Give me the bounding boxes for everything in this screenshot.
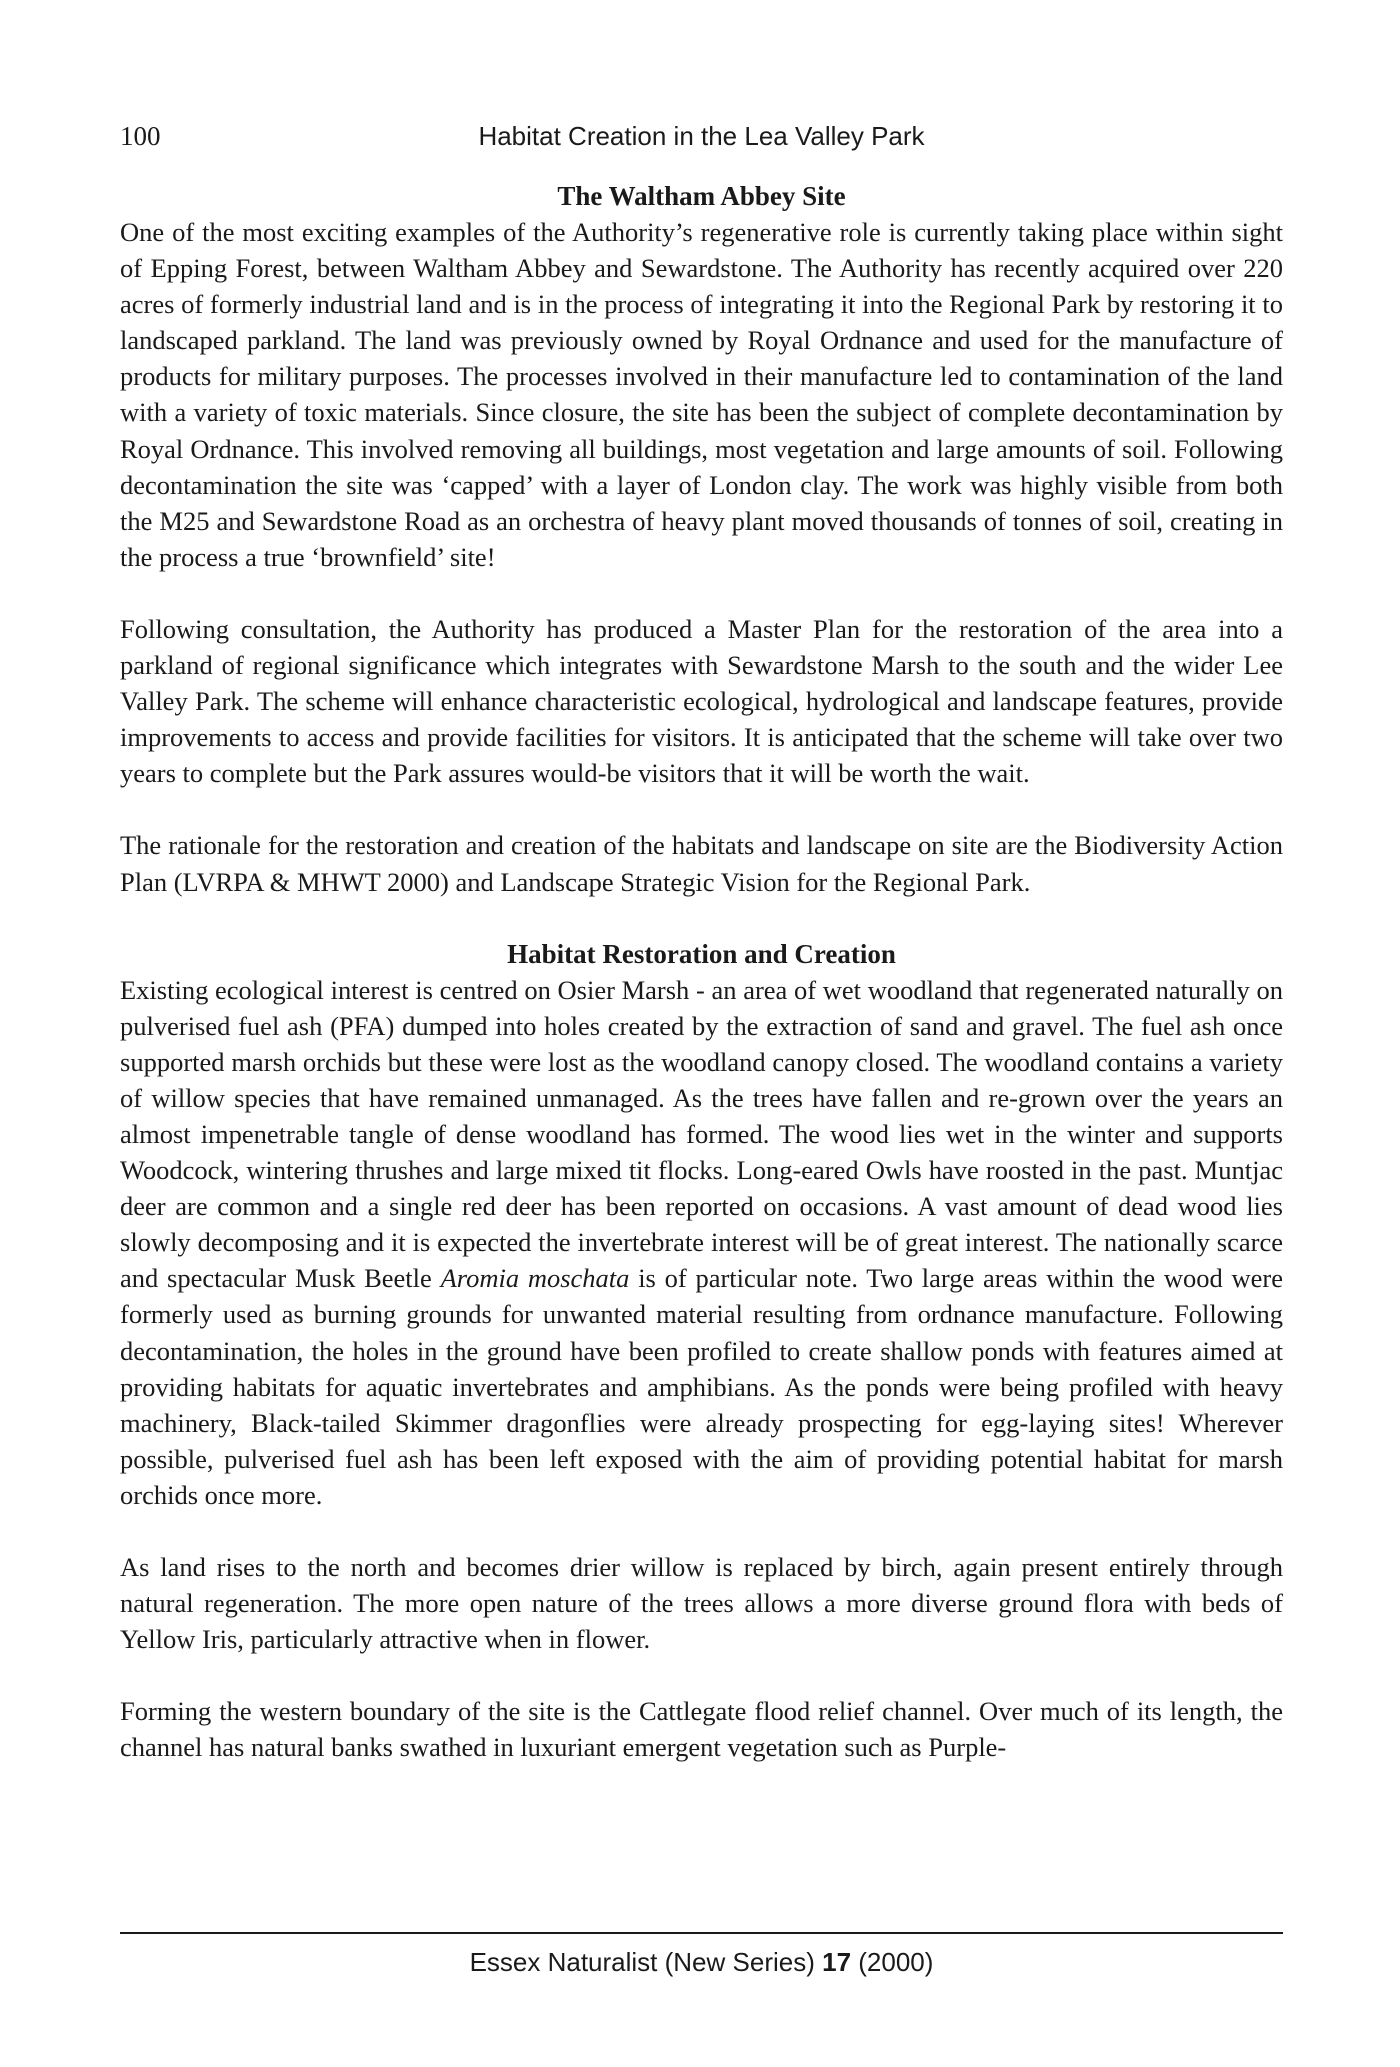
species-name: Aromia moschata — [440, 1263, 630, 1294]
running-title: Habitat Creation in the Lea Valley Park — [478, 121, 925, 151]
paragraph-birch-woodland: As land rises to the north and becomes drier willow is replaced by birch, again present entirely through natural regeneration. The more open nature of the trees allows a more diverse ground flora with beds of Yellow Iris, particularly attractive when in flower. — [120, 1552, 1283, 1655]
osier-marsh-text-start: Existing ecological interest is centred on Osier Marsh - an area of wet woodland that regenerated naturally on pulverised fuel ash (PFA) dumped into holes created by the extraction of sand and gravel. The fuel ash once supported marsh orchids but these were lost as the woodland canopy closed. The woodland contains a variety of willow species that have remained unmanaged. As the trees have fallen and re-grown over the years an almost impenetrable tangle of dense woodland has formed. The wood lies wet in the winter and supports Woodcock, wintering thrushes and large mixed tit flocks. Long-eared Owls have roosted in the past. Muntjac deer are common and a single red deer has been reported on occasions. A vast amount of dead wood lies slowly decomposing and it is expected the invertebrate interest will be of great interest. The nationally scarce and spectacular Musk Beetle — [120, 974, 1283, 1294]
running-head — [120, 116, 1283, 156]
section-heading-waltham-abbey: The Waltham Abbey Site — [557, 181, 846, 211]
paragraph-cattlegate-channel: Forming the western boundary of the site is the Cattlegate flood relief channel. Over much of its length, the channel has natural banks swathed in luxuriant emergent vegetation such as Purple- — [120, 1696, 1283, 1763]
paragraph-master-plan: Following consultation, the Authority has produced a Master Plan for the restoration of the area into a parkland of regional significance which integrates with Sewardstone Marsh to the south and the wider Lee Valley Park. The scheme will enhance characteristic ecological, hydrological and landscape features, provide improvements to access and provide facilities for visitors. It is anticipated that the scheme will take over two years to complete but the Park assures would-be visitors that it will be worth the wait. — [120, 613, 1283, 789]
journal-page — [120, 0, 1283, 2067]
paragraph-site-history: One of the most exciting examples of the Authority’s regenerative role is currently taking place within sight of Epping Forest, between Waltham Abbey and Sewardstone. The Authority has recently acquired over 220 acres of formerly industrial land and is in the process of integrating it into the Regional Park by restoring it to landscaped parkland. The land was previously owned by Royal Ordnance and used for the manufacture of products for military purposes. The processes involved in their manufacture led to contamination of the land with a variety of toxic materials. Since closure, the site has been the subject of complete decontamination by Royal Ordnance. This involved removing all buildings, most vegetation and large amounts of soil. Following decontamination the site was ‘capped’ with a layer of London clay. The work was highly visible from both the M25 and Sewardstone Road as an orchestra of heavy plant moved thousands of tonnes of soil, creating in the process a true ‘brownfield’ site! — [120, 217, 1283, 572]
paragraph-rationale: The rationale for the restoration and creation of the habitats and landscape on site are the Biodiversity Action Plan (LVRPA & MHWT 2000) and Landscape Strategic Vision for the Regional Park. — [120, 830, 1283, 897]
footer-citation — [120, 1944, 1283, 1980]
osier-marsh-text-end: is of particular note. Two large areas within the wood were formerly used as burning grounds for unwanted material resulting from ordnance manufacture. Following decontamination, the holes in the ground have been profiled to create shallow ponds with features aimed at providing habitats for aquatic invertebrates and amphibians. As the ponds were being profiled with heavy machinery, Black-tailed Skimmer dragonflies were already prospecting for egg-laying sites! Wherever possible, pulverised fuel ash has been left exposed with the aim of providing potential habitat for marsh orchids once more. — [120, 1263, 1283, 1510]
page-number: 100 — [120, 121, 161, 151]
section-heading-habitat-restoration: Habitat Restoration and Creation — [507, 938, 896, 969]
paragraph-osier-marsh — [120, 972, 1283, 1513]
footer-rule — [120, 1932, 1283, 1934]
footer-volume: 17 — [822, 1947, 852, 1977]
footer-year: (2000) — [851, 1947, 934, 1977]
article-body — [120, 178, 1283, 1765]
footer-journal: Essex Naturalist (New Series) — [469, 1947, 823, 1977]
